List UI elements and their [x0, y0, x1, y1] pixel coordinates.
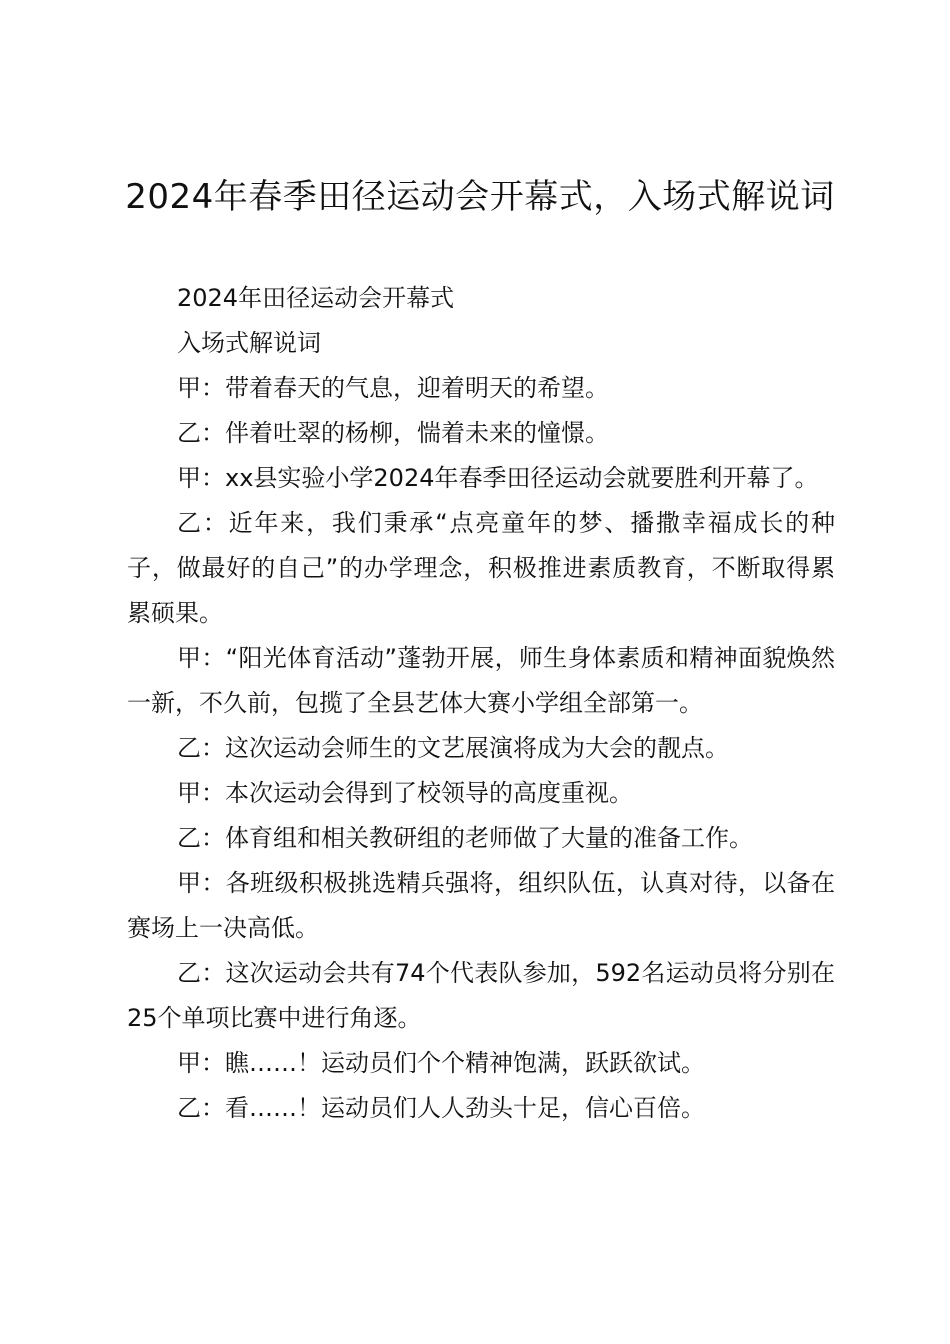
- paragraph: 甲：瞧……！运动员们个个精神饱满，跃跃欲试。: [177, 1049, 705, 1077]
- paragraph: 甲：本次运动会得到了校领导的高度重视。: [177, 779, 633, 807]
- paragraph: 2024年田径运动会开幕式: [177, 284, 455, 312]
- paragraph: 乙：这次运动会师生的文艺展演将成为大会的靓点。: [177, 734, 729, 762]
- paragraph: 乙：伴着吐翠的杨柳，惴着未来的憧憬。: [177, 419, 609, 447]
- paragraph: 甲：带着春天的气息，迎着明天的希望。: [177, 374, 609, 402]
- paragraph: 乙：这次运动会共有74个代表队参加，592名运动员将分别在25个单项比赛中进行角逐。: [127, 959, 835, 1032]
- paragraph: 入场式解说词: [177, 329, 321, 357]
- paragraph: 乙：近年来，我们秉承“点亮童年的梦、播撒幸福成长的种子，做最好的自己”的办学理念，积极推进素质教育，不断取得累累硕果。: [127, 509, 835, 627]
- paragraph: 甲：各班级积极挑选精兵强将，组织队伍，认真对待，以备在赛场上一决高低。: [127, 869, 835, 942]
- paragraph: 甲：“阳光体育活动”蓬勃开展，师生身体素质和精神面貌焕然一新，不久前，包揽了全县艺体大赛小学组全部第一。: [127, 644, 835, 717]
- document-title: 2024年春季田径运动会开幕式，入场式解说词: [125, 177, 835, 217]
- document-body: [127, 276, 835, 1131]
- paragraph: 甲：xx县实验小学2024年春季田径运动会就要胜利开幕了。: [177, 464, 819, 492]
- paragraph: 乙：体育组和相关教研组的老师做了大量的准备工作。: [177, 824, 753, 852]
- paragraph: 乙：看……！运动员们人人劲头十足，信心百倍。: [177, 1094, 705, 1122]
